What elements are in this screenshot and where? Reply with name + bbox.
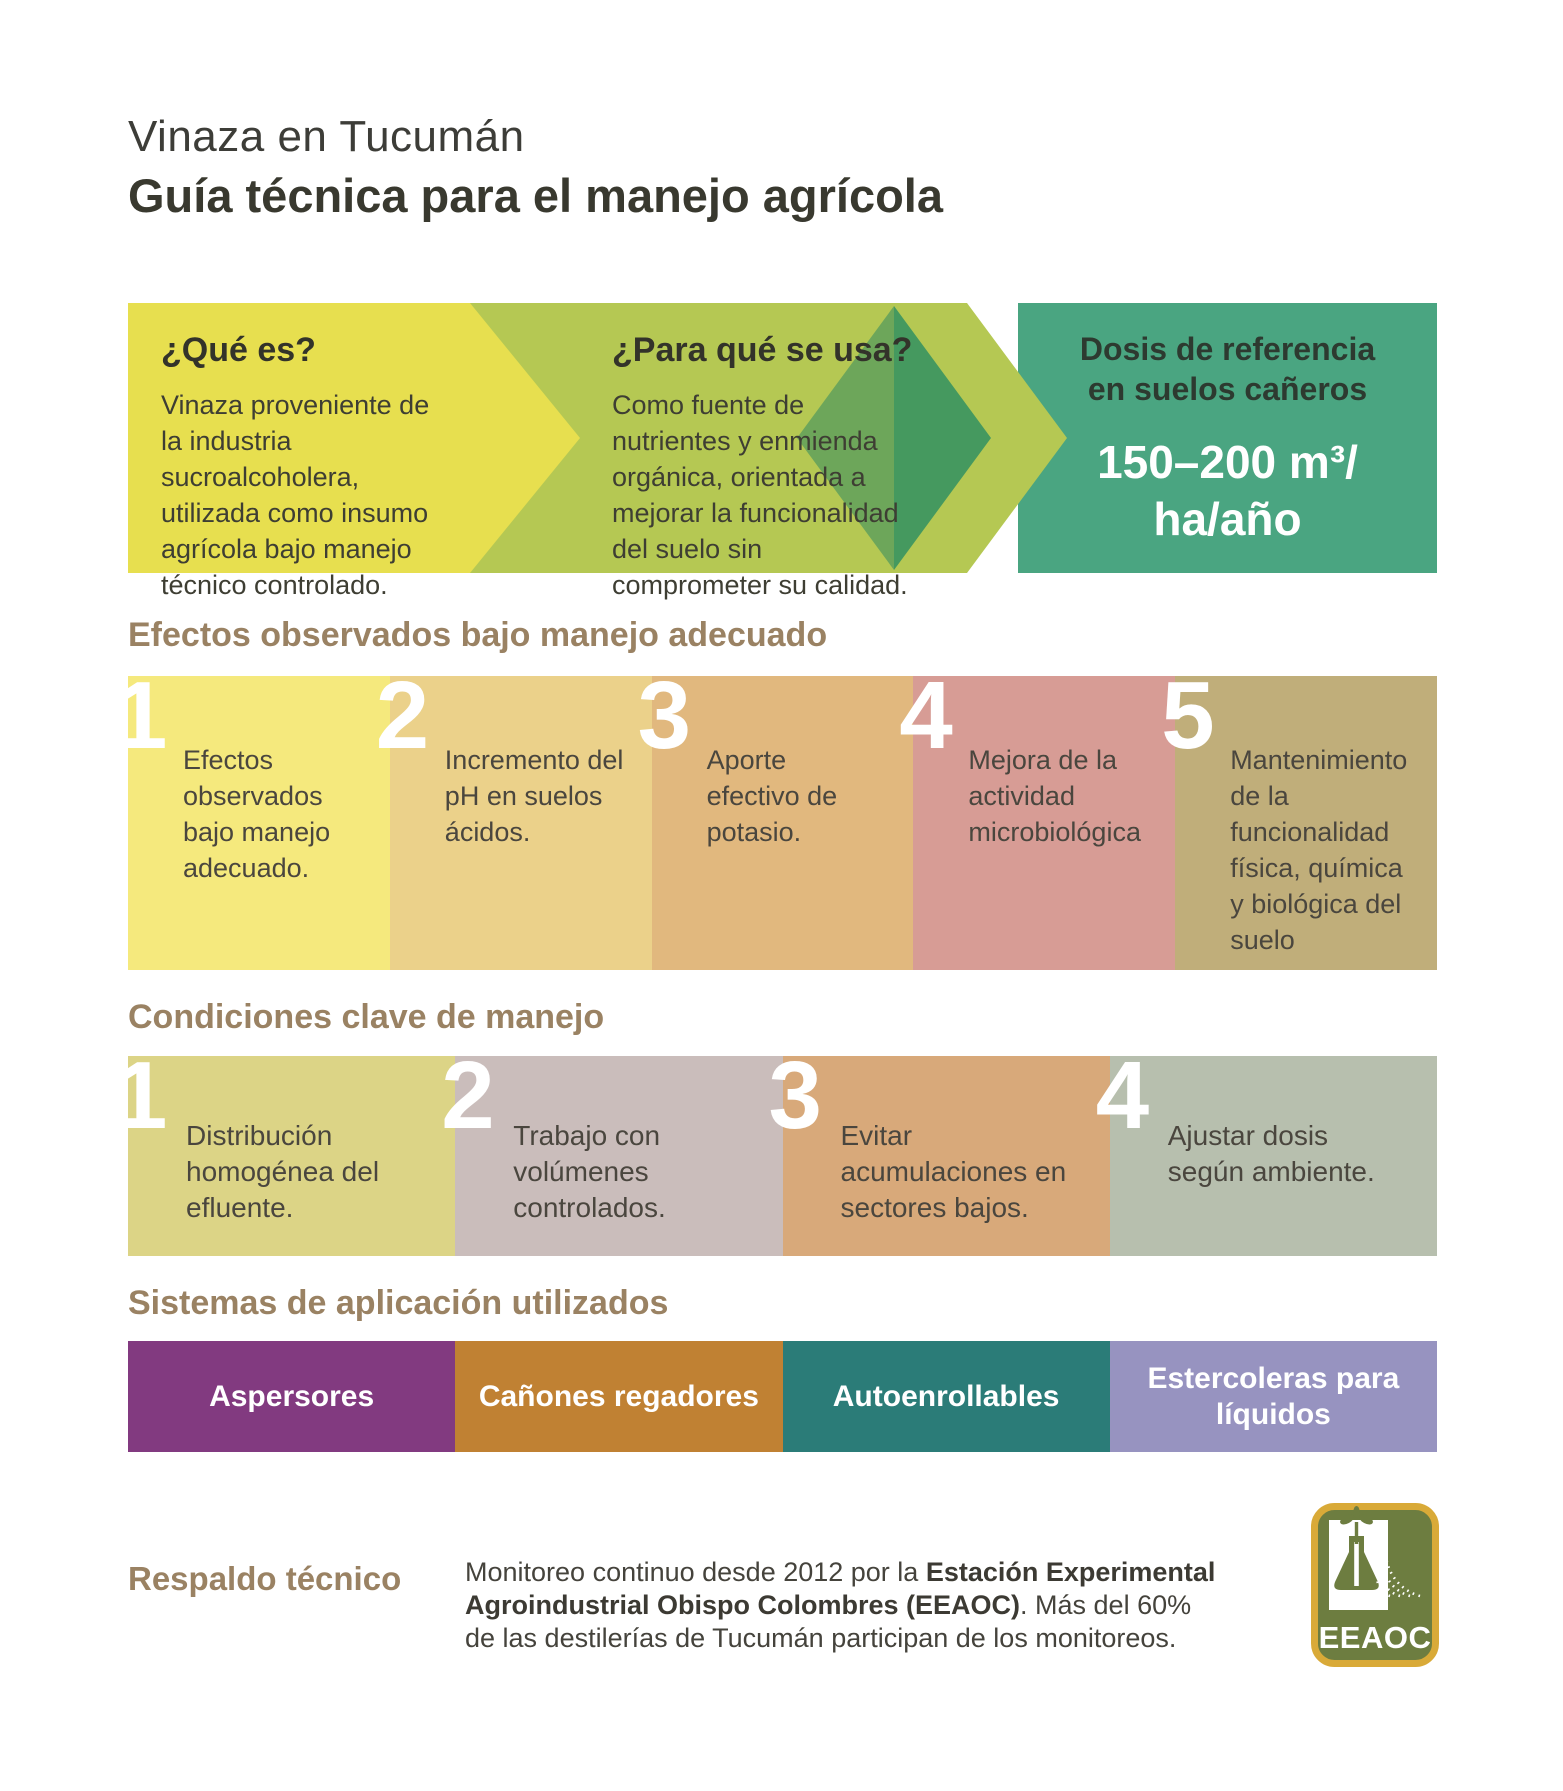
systems-bar-canones: Cañones regadores bbox=[455, 1341, 782, 1452]
dose-title-line2: en suelos cañeros bbox=[1087, 371, 1368, 407]
dose-title bbox=[1018, 329, 1437, 409]
intro-band bbox=[128, 303, 1437, 600]
dose-block bbox=[1018, 329, 1437, 548]
systems-heading: Sistemas de aplicación utilizados bbox=[128, 1284, 669, 1322]
support-paragraph bbox=[465, 1556, 1225, 1655]
conditions-card-1-number: 1 bbox=[114, 1042, 168, 1149]
systems-bar-row bbox=[128, 1341, 1437, 1452]
conditions-card-4 bbox=[1095, 1042, 1437, 1256]
dose-value-line2: ha/año bbox=[1153, 493, 1302, 545]
conditions-heading: Condiciones clave de manejo bbox=[128, 998, 605, 1036]
conditions-card-2-number: 2 bbox=[441, 1042, 495, 1149]
support-heading: Respaldo técnico bbox=[128, 1560, 402, 1597]
effects-card-3-text: Aporte efectivo de potasio. bbox=[706, 745, 838, 847]
effects-card-5 bbox=[1161, 662, 1437, 970]
conditions-card-3 bbox=[768, 1042, 1110, 1256]
conditions-card-row bbox=[114, 1042, 1437, 1256]
effects-card-2 bbox=[375, 662, 652, 970]
support-text-bold: Estación Experimental Agroindustrial Obispo Colombres (EEAOC) bbox=[465, 1557, 1216, 1620]
effects-card-4-text: Mejora de la actividad microbiológica bbox=[968, 745, 1141, 847]
conditions-card-1-text: Distribución homogénea del efluente. bbox=[186, 1120, 380, 1223]
what-is-body: Vinaza proveniente de la industria sucroalcoholera, utilizada como insumo agrícola bajo manejo técnico controlado. bbox=[161, 390, 430, 600]
dose-value bbox=[1018, 434, 1437, 548]
conditions-card-1 bbox=[114, 1042, 455, 1256]
eeaoc-logo bbox=[1310, 1502, 1440, 1668]
logo-text: EEAOC bbox=[1318, 1620, 1432, 1655]
effects-card-1-number: 1 bbox=[114, 662, 168, 769]
effects-heading: Efectos observados bajo manejo adecuado bbox=[128, 616, 828, 654]
used-for-title: ¿Para qué se usa? bbox=[612, 331, 913, 369]
conditions-card-2 bbox=[441, 1042, 782, 1256]
page-supertitle: Vinaza en Tucumán bbox=[128, 112, 525, 161]
conditions-card-2-text: Trabajo con volúmenes controlados. bbox=[513, 1120, 666, 1223]
what-is-block bbox=[161, 331, 456, 603]
effects-card-1 bbox=[114, 662, 390, 970]
effects-card-2-text: Incremento del pH en suelos ácidos. bbox=[444, 745, 624, 847]
dose-title-line1: Dosis de referencia bbox=[1079, 331, 1376, 367]
effects-card-4-number: 4 bbox=[899, 662, 953, 769]
effects-card-3 bbox=[637, 662, 914, 970]
systems-bar-estercoleras: Estercoleras para líquidos bbox=[1110, 1341, 1437, 1452]
conditions-card-3-text: Evitar acumulaciones en sectores bajos. bbox=[840, 1120, 1067, 1223]
effects-card-4 bbox=[899, 662, 1175, 970]
effects-card-5-number: 5 bbox=[1161, 662, 1215, 769]
page-title: Guía técnica para el manejo agrícola bbox=[128, 169, 943, 222]
what-is-title: ¿Qué es? bbox=[161, 331, 316, 369]
effects-card-3-number: 3 bbox=[637, 662, 691, 769]
conditions-card-4-number: 4 bbox=[1095, 1042, 1150, 1149]
effects-card-5-text: Mantenimiento de la funcionalidad física, química y biológica del suelo bbox=[1230, 745, 1408, 955]
dose-value-line1: 150–200 m³/ bbox=[1097, 436, 1358, 488]
support-text-before: Monitoreo continuo desde 2012 por la bbox=[465, 1557, 926, 1587]
support-text-after: . Más del 60% de las destilerías de Tucumán participan de los monitoreos. bbox=[465, 1590, 1192, 1653]
used-for-body: Como fuente de nutrientes y enmienda orgánica, orientada a mejorar la funcionalidad del suelo sin comprometer su calidad. bbox=[612, 390, 908, 600]
conditions-card-4-text: Ajustar dosis según ambiente. bbox=[1167, 1120, 1375, 1187]
effects-card-1-text: Efectos observados bajo manejo adecuado. bbox=[183, 745, 331, 883]
effects-card-row bbox=[114, 662, 1437, 970]
used-for-block bbox=[612, 331, 927, 603]
conditions-card-3-number: 3 bbox=[768, 1042, 822, 1149]
systems-bar-aspersores: Aspersores bbox=[128, 1341, 455, 1452]
systems-bar-autoenrollables: Autoenrollables bbox=[783, 1341, 1110, 1452]
effects-card-2-number: 2 bbox=[375, 662, 430, 769]
